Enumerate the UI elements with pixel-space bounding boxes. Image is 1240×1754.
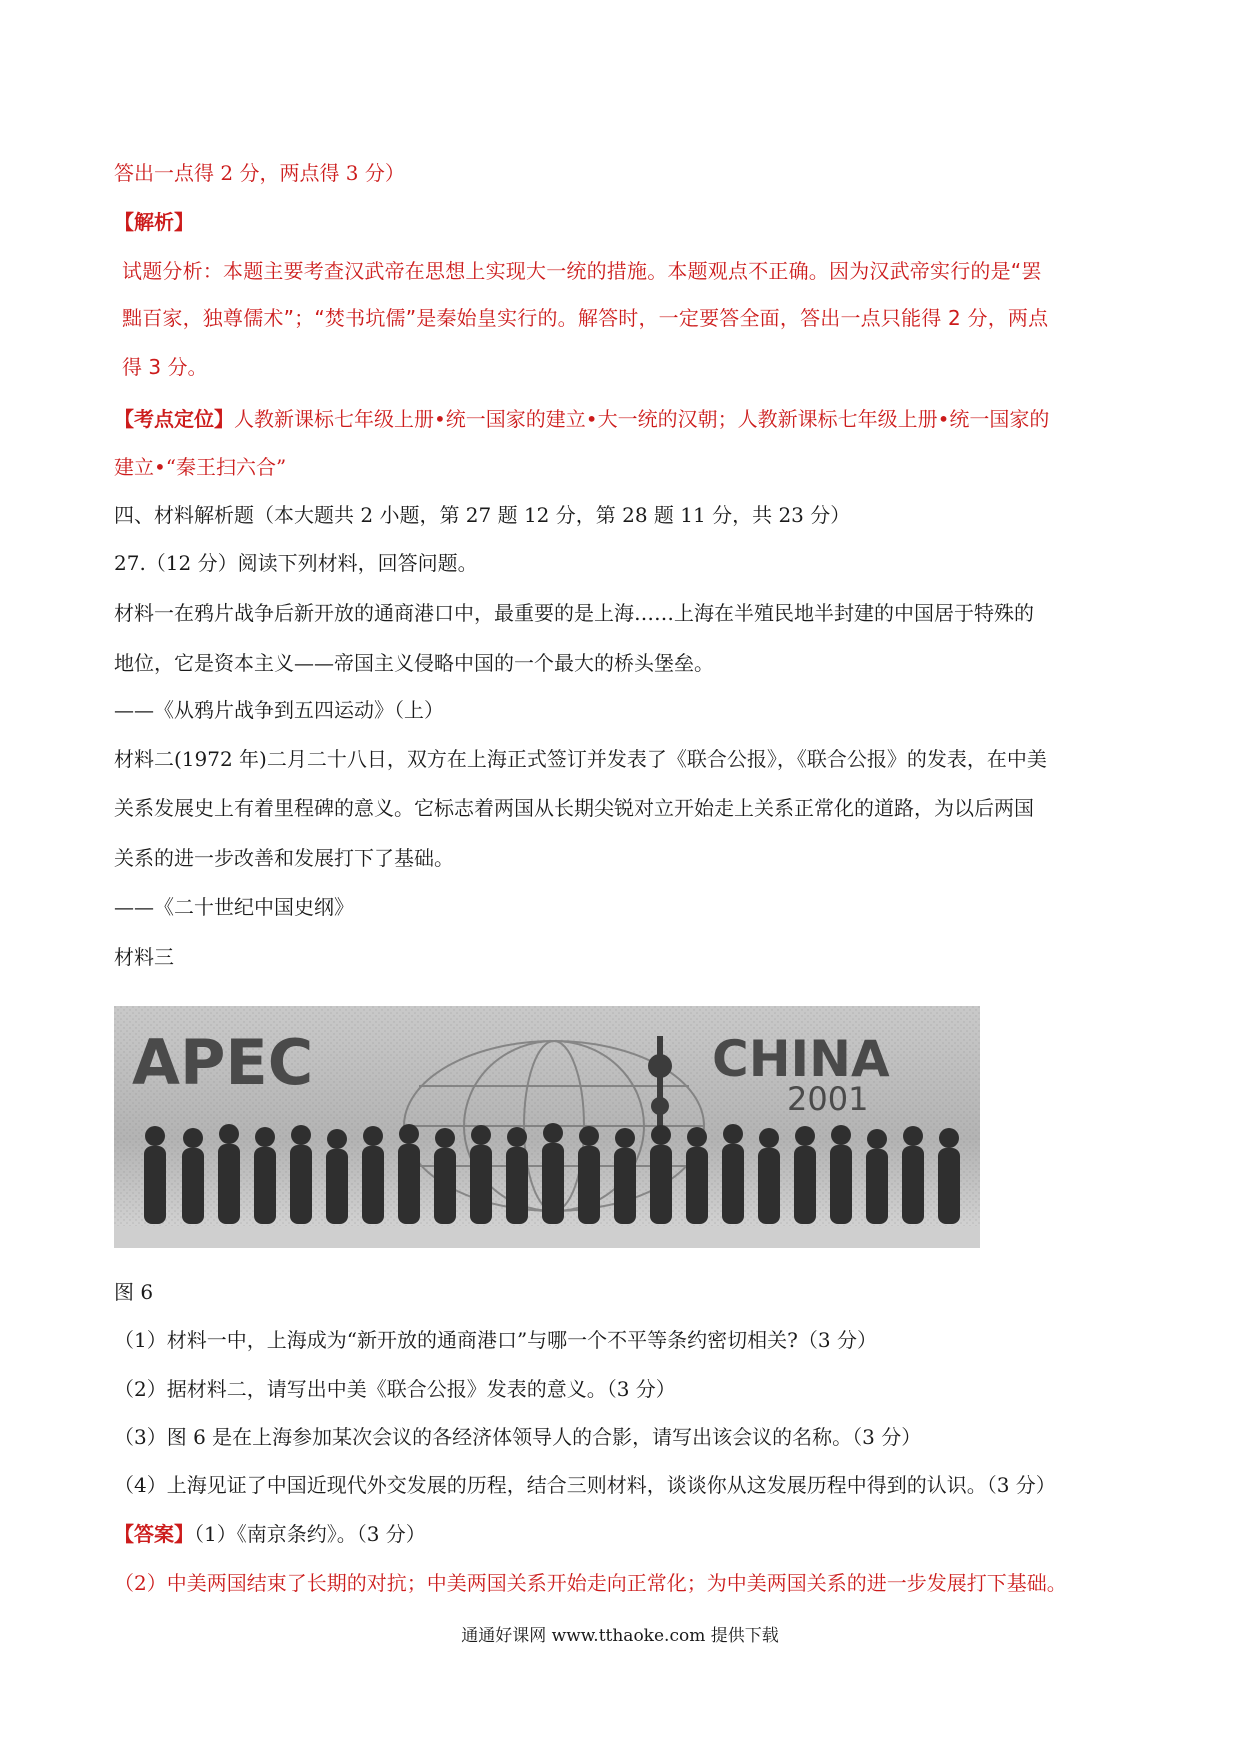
analysis-heading: 【解析】	[114, 210, 194, 234]
analysis-line-3: 得 3 分。	[122, 355, 208, 379]
material-1-source: ——《从鸦片战争到五四运动》（上）	[114, 698, 444, 722]
material-3-label: 材料三	[114, 945, 174, 969]
question-3: （3）图 6 是在上海参加某次会议的各经济体领导人的合影，请写出该会议的名称。（3 分）	[114, 1425, 922, 1449]
section-heading: 四、材料解析题（本大题共 2 小题，第 27 题 12 分，第 28 题 11 分，共 23 分）	[114, 503, 851, 527]
material-1-line-2: 地位，它是资本主义——帝国主义侵略中国的一个最大的桥头堡垒。	[114, 651, 714, 675]
material-2-line-3: 关系的进一步改善和发展打下了基础。	[114, 846, 454, 870]
question-27: 27.（12 分）阅读下列材料，回答问题。	[114, 551, 478, 575]
kaodian-text: 人教新课标七年级上册•统一国家的建立•大一统的汉朝；人教新课标七年级上册•统一国家的	[234, 407, 1050, 431]
kaodian-line-2: 建立•“秦王扫六合”	[114, 455, 287, 479]
page-footer: 通通好课网 www.tthaoke.com 提供下载	[461, 1626, 779, 1646]
answer-line-2: （2）中美两国结束了长期的对抗；中美两国关系开始走向正常化；为中美两国关系的进一步发展打下基础。	[114, 1571, 1067, 1595]
material-2-source: ——《二十世纪中国史纲》	[114, 895, 354, 919]
figure-year-text: 2001	[787, 1080, 869, 1118]
kaodian-line	[114, 404, 1049, 434]
kaodian-label: 【考点定位】	[114, 407, 234, 431]
answer-label: 【答案】	[114, 1522, 194, 1546]
material-2-line-2: 关系发展史上有着里程碑的意义。它标志着两国从长期尖锐对立开始走上关系正常化的道路，为以后两国	[114, 796, 1034, 820]
question-1: （1）材料一中，上海成为“新开放的通商港口”与哪一个不平等条约密切相关?（3 分）	[114, 1328, 877, 1352]
answer-1-text: （1）《南京条约》。（3 分）	[194, 1522, 426, 1546]
apec-photo	[114, 1006, 980, 1248]
question-2: （2）据材料二，请写出中美《联合公报》发表的意义。（3 分）	[114, 1377, 676, 1401]
analysis-line-1: 试题分析：本题主要考查汉武帝在思想上实现大一统的措施。本题观点不正确。因为汉武帝实行的是“罢	[122, 259, 1042, 283]
question-4: （4）上海见证了中国近现代外交发展的历程，结合三则材料，谈谈你从这发展历程中得到的认识。（3 分）	[114, 1473, 1056, 1497]
analysis-line-2: 黜百家，独尊儒术”；“焚书坑儒”是秦始皇实行的。解答时，一定要答全面，答出一点只能得 2 分，两点	[122, 306, 1049, 330]
material-2-line-1: 材料二(1972 年)二月二十八日，双方在上海正式签订并发表了《联合公报》，《联合公报》的发表，在中美	[114, 747, 1047, 771]
answer-note: 答出一点得 2 分，两点得 3 分）	[114, 161, 405, 185]
figure-china-text: CHINA	[712, 1030, 890, 1088]
figure-caption: 图 6	[114, 1280, 154, 1304]
material-1-line-1: 材料一在鸦片战争后新开放的通商港口中，最重要的是上海……上海在半殖民地半封建的中国居于特殊的	[114, 601, 1034, 625]
figure-apec-text: APEC	[132, 1026, 314, 1099]
answer-line-1	[114, 1519, 426, 1549]
